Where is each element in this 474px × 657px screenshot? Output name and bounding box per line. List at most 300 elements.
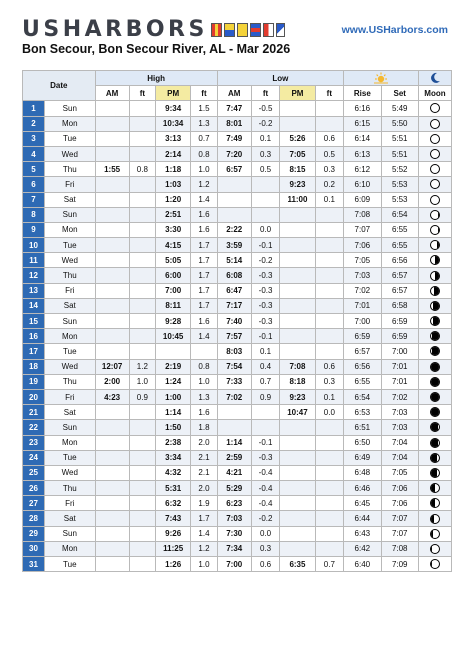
day-name: Tue xyxy=(44,131,95,146)
table-row xyxy=(23,526,452,541)
high-pm-time: 3:34 xyxy=(156,450,191,465)
table-row xyxy=(23,283,452,298)
header xyxy=(22,18,454,64)
low-pm-ft: 0.1 xyxy=(315,192,344,207)
sunset-time: 5:49 xyxy=(381,101,418,116)
high-pm-ft: 1.6 xyxy=(191,222,217,237)
low-pm-time xyxy=(280,329,315,344)
sunset-time: 5:52 xyxy=(381,162,418,177)
sunset-time: 6:55 xyxy=(381,238,418,253)
crescent-moon-icon xyxy=(429,72,441,84)
sunset-time: 6:59 xyxy=(381,329,418,344)
table-row xyxy=(23,207,452,222)
table-row xyxy=(23,253,452,268)
low-pm-time: 7:05 xyxy=(280,146,315,161)
moon-phase-icon xyxy=(430,240,440,250)
low-am-ft: -0.2 xyxy=(251,253,280,268)
table-row xyxy=(23,359,452,374)
high-pm-time: 2:14 xyxy=(156,146,191,161)
high-am-ft: 1.2 xyxy=(129,359,155,374)
sunrise-time: 6:48 xyxy=(344,465,381,480)
moon-phase-cell xyxy=(418,329,451,344)
low-am-time: 8:03 xyxy=(217,344,251,359)
low-am-ft: -0.4 xyxy=(251,496,280,511)
low-pm-ft xyxy=(315,314,344,329)
low-pm-ft: 0.6 xyxy=(315,359,344,374)
day-number: 12 xyxy=(23,268,45,283)
low-am-ft: 0.6 xyxy=(251,557,280,572)
high-pm-ft: 2.1 xyxy=(191,450,217,465)
sunset-time: 5:51 xyxy=(381,146,418,161)
high-am-ft xyxy=(129,116,155,131)
sunset-time: 5:51 xyxy=(381,131,418,146)
high-pm-ft: 0.7 xyxy=(191,131,217,146)
high-pm-time: 11:25 xyxy=(156,541,191,556)
low-pm-ft xyxy=(315,344,344,359)
moon-phase-icon xyxy=(430,392,440,402)
website-link[interactable]: www.USHarbors.com xyxy=(341,24,448,36)
low-pm-ft xyxy=(315,435,344,450)
low-pm-ft xyxy=(315,268,344,283)
moon-phase-icon xyxy=(430,559,440,569)
sunrise-time: 6:54 xyxy=(344,389,381,404)
sunset-time: 7:07 xyxy=(381,526,418,541)
day-number: 7 xyxy=(23,192,45,207)
moon-phase-cell xyxy=(418,374,451,389)
high-am-ft xyxy=(129,146,155,161)
low-pm-time xyxy=(280,207,315,222)
low-pm-time: 11:00 xyxy=(280,192,315,207)
day-name: Thu xyxy=(44,481,95,496)
day-name: Sun xyxy=(44,314,95,329)
high-pm-time: 5:05 xyxy=(156,253,191,268)
low-pm-time: 6:35 xyxy=(280,557,315,572)
high-am-time xyxy=(95,101,129,116)
day-name: Tue xyxy=(44,344,95,359)
sunset-time: 6:56 xyxy=(381,253,418,268)
day-number: 17 xyxy=(23,344,45,359)
low-pm-time: 8:15 xyxy=(280,162,315,177)
day-name: Mon xyxy=(44,541,95,556)
sunrise-time: 6:55 xyxy=(344,374,381,389)
moon-phase-cell xyxy=(418,253,451,268)
high-am-ft xyxy=(129,101,155,116)
table-row xyxy=(23,496,452,511)
table-row xyxy=(23,101,452,116)
sunset-time: 5:53 xyxy=(381,177,418,192)
low-am-time: 2:22 xyxy=(217,222,251,237)
moon-phase-icon xyxy=(430,149,440,159)
table-row xyxy=(23,146,452,161)
low-pm-time xyxy=(280,420,315,435)
high-pm-ft: 2.0 xyxy=(191,435,217,450)
high-am-ft xyxy=(129,420,155,435)
sunrise-time: 7:05 xyxy=(344,253,381,268)
moon-phase-icon xyxy=(430,362,440,372)
high-am-time: 4:23 xyxy=(95,389,129,404)
sunset-time: 6:57 xyxy=(381,268,418,283)
sunrise-time: 7:06 xyxy=(344,238,381,253)
sunset-time: 6:59 xyxy=(381,314,418,329)
low-pm-header: PM xyxy=(280,86,315,101)
high-am-ft xyxy=(129,207,155,222)
sunset-time: 6:57 xyxy=(381,283,418,298)
day-number: 31 xyxy=(23,557,45,572)
moon-phase-cell xyxy=(418,557,451,572)
low-pm-time xyxy=(280,450,315,465)
high-am-ft xyxy=(129,557,155,572)
sunrise-time: 6:51 xyxy=(344,420,381,435)
day-name: Sun xyxy=(44,207,95,222)
sunrise-time: 6:13 xyxy=(344,146,381,161)
high-am-time xyxy=(95,238,129,253)
high-am-ft xyxy=(129,222,155,237)
high-am-ft xyxy=(129,435,155,450)
day-name: Sat xyxy=(44,192,95,207)
sunset-time: 7:09 xyxy=(381,557,418,572)
high-pm-time: 1:20 xyxy=(156,192,191,207)
day-name: Fri xyxy=(44,283,95,298)
sunrise-time: 6:49 xyxy=(344,450,381,465)
high-am-ft xyxy=(129,541,155,556)
low-pm-ft: 0.5 xyxy=(315,146,344,161)
moon-phase-cell xyxy=(418,359,451,374)
low-am-ft: -0.1 xyxy=(251,435,280,450)
moon-phase-icon xyxy=(430,255,440,265)
day-number: 21 xyxy=(23,405,45,420)
moon-phase-cell xyxy=(418,101,451,116)
table-row xyxy=(23,344,452,359)
low-am-time: 7:40 xyxy=(217,314,251,329)
sun-header xyxy=(344,71,419,86)
moon-phase-icon xyxy=(430,225,440,235)
high-pm-time: 1:50 xyxy=(156,420,191,435)
high-pm-ft: 2.0 xyxy=(191,481,217,496)
sunrise-time: 6:53 xyxy=(344,405,381,420)
low-am-time: 7:03 xyxy=(217,511,251,526)
low-am-header: AM xyxy=(217,86,251,101)
high-am-time xyxy=(95,253,129,268)
signal-flags-icon xyxy=(211,23,285,37)
moon-phase-cell xyxy=(418,511,451,526)
moon-phase-cell xyxy=(418,389,451,404)
high-am-ft xyxy=(129,268,155,283)
day-number: 9 xyxy=(23,222,45,237)
high-pm-time: 7:43 xyxy=(156,511,191,526)
table-row xyxy=(23,131,452,146)
high-pm-ft: 1.3 xyxy=(191,389,217,404)
low-pm-time: 9:23 xyxy=(280,389,315,404)
moon-phase-cell xyxy=(418,146,451,161)
high-am-time xyxy=(95,465,129,480)
high-am-ft xyxy=(129,511,155,526)
day-name: Tue xyxy=(44,557,95,572)
low-am-ft: -0.3 xyxy=(251,450,280,465)
day-number: 25 xyxy=(23,465,45,480)
day-name: Fri xyxy=(44,389,95,404)
moon-phase-cell xyxy=(418,162,451,177)
high-am-time xyxy=(95,177,129,192)
moon-phase-icon xyxy=(430,331,440,341)
sunset-time: 7:04 xyxy=(381,450,418,465)
moon-phase-cell xyxy=(418,481,451,496)
table-row xyxy=(23,298,452,313)
moon-phase-cell xyxy=(418,314,451,329)
high-am-ft: 1.0 xyxy=(129,374,155,389)
low-pm-ft xyxy=(315,496,344,511)
low-am-time: 5:14 xyxy=(217,253,251,268)
low-pm-time xyxy=(280,238,315,253)
table-row xyxy=(23,222,452,237)
moon-phase-icon xyxy=(430,529,440,539)
low-am-ft: 0.5 xyxy=(251,162,280,177)
low-am-time: 7:54 xyxy=(217,359,251,374)
low-am-time: 7:57 xyxy=(217,329,251,344)
low-pm-time xyxy=(280,465,315,480)
high-pm-time: 5:31 xyxy=(156,481,191,496)
sunrise-time: 7:03 xyxy=(344,268,381,283)
high-am-ft xyxy=(129,329,155,344)
day-number: 23 xyxy=(23,435,45,450)
low-pm-ft xyxy=(315,283,344,298)
high-pm-ft: 1.7 xyxy=(191,283,217,298)
high-am-time xyxy=(95,116,129,131)
day-name: Wed xyxy=(44,146,95,161)
low-pm-ft: 0.0 xyxy=(315,405,344,420)
moon-phase-cell xyxy=(418,207,451,222)
low-pm-ft xyxy=(315,116,344,131)
low-am-time: 5:29 xyxy=(217,481,251,496)
sunrise-time: 6:46 xyxy=(344,481,381,496)
day-number: 10 xyxy=(23,238,45,253)
low-pm-time xyxy=(280,435,315,450)
brand-logo[interactable] xyxy=(22,18,285,42)
low-pm-time xyxy=(280,116,315,131)
high-pm-ft: 1.2 xyxy=(191,541,217,556)
sun-icon xyxy=(374,72,388,84)
day-number: 14 xyxy=(23,298,45,313)
low-am-ft-header: ft xyxy=(251,86,280,101)
sunset-time: 7:06 xyxy=(381,481,418,496)
low-pm-ft: 0.3 xyxy=(315,162,344,177)
moon-phase-cell xyxy=(418,526,451,541)
day-name: Tue xyxy=(44,450,95,465)
table-row xyxy=(23,481,452,496)
day-name: Mon xyxy=(44,116,95,131)
moon-phase-icon xyxy=(430,103,440,113)
moon-phase-cell xyxy=(418,465,451,480)
day-number: 26 xyxy=(23,481,45,496)
day-name: Sun xyxy=(44,526,95,541)
sunrise-time: 6:12 xyxy=(344,162,381,177)
high-am-time xyxy=(95,541,129,556)
high-pm-ft: 0.8 xyxy=(191,146,217,161)
sunset-time: 5:53 xyxy=(381,192,418,207)
high-pm-header: PM xyxy=(156,86,191,101)
sunrise-time: 6:56 xyxy=(344,359,381,374)
low-pm-time xyxy=(280,222,315,237)
moon-phase-icon xyxy=(430,468,440,478)
day-name: Fri xyxy=(44,177,95,192)
table-row xyxy=(23,268,452,283)
day-number: 18 xyxy=(23,359,45,374)
day-number: 16 xyxy=(23,329,45,344)
high-pm-ft: 1.0 xyxy=(191,374,217,389)
low-pm-ft: 0.7 xyxy=(315,557,344,572)
low-am-ft: 0.0 xyxy=(251,222,280,237)
high-am-ft xyxy=(129,177,155,192)
table-row xyxy=(23,116,452,131)
low-am-time: 7:20 xyxy=(217,146,251,161)
high-am-ft xyxy=(129,283,155,298)
low-am-ft: 0.1 xyxy=(251,344,280,359)
low-am-ft: -0.3 xyxy=(251,268,280,283)
day-number: 11 xyxy=(23,253,45,268)
moon-phase-icon xyxy=(430,453,440,463)
low-pm-time xyxy=(280,496,315,511)
low-pm-ft xyxy=(315,526,344,541)
sunrise-time: 6:16 xyxy=(344,101,381,116)
low-am-time: 7:33 xyxy=(217,374,251,389)
sunset-time: 7:04 xyxy=(381,435,418,450)
high-pm-ft: 1.6 xyxy=(191,405,217,420)
low-pm-ft: 0.1 xyxy=(315,389,344,404)
high-pm-ft xyxy=(191,344,217,359)
low-am-time: 7:34 xyxy=(217,541,251,556)
sunrise-time: 7:07 xyxy=(344,222,381,237)
sunset-time: 6:58 xyxy=(381,298,418,313)
low-am-ft: -0.1 xyxy=(251,329,280,344)
high-pm-ft: 2.1 xyxy=(191,465,217,480)
low-pm-time: 10:47 xyxy=(280,405,315,420)
moon-phase-icon xyxy=(430,195,440,205)
low-pm-ft xyxy=(315,541,344,556)
high-pm-ft: 1.2 xyxy=(191,177,217,192)
high-am-time xyxy=(95,496,129,511)
low-pm-ft xyxy=(315,420,344,435)
day-number: 22 xyxy=(23,420,45,435)
low-pm-time xyxy=(280,526,315,541)
low-am-ft: -0.4 xyxy=(251,481,280,496)
high-am-ft xyxy=(129,526,155,541)
day-number: 5 xyxy=(23,162,45,177)
sunset-time: 7:02 xyxy=(381,389,418,404)
low-am-time: 7:47 xyxy=(217,101,251,116)
low-pm-time xyxy=(280,511,315,526)
day-name: Sat xyxy=(44,405,95,420)
day-name: Wed xyxy=(44,465,95,480)
high-am-time xyxy=(95,420,129,435)
sunset-time: 6:54 xyxy=(381,207,418,222)
high-am-time xyxy=(95,268,129,283)
moon-phase-cell xyxy=(418,116,451,131)
high-am-time xyxy=(95,207,129,222)
low-pm-ft xyxy=(315,298,344,313)
sunset-time: 7:00 xyxy=(381,344,418,359)
high-am-time: 2:00 xyxy=(95,374,129,389)
day-name: Sat xyxy=(44,511,95,526)
high-am-time xyxy=(95,450,129,465)
sunset-time: 7:01 xyxy=(381,374,418,389)
table-row xyxy=(23,389,452,404)
sunrise-time: 6:14 xyxy=(344,131,381,146)
low-am-time: 1:14 xyxy=(217,435,251,450)
moon-phase-cell xyxy=(418,192,451,207)
low-am-ft: -0.5 xyxy=(251,101,280,116)
low-pm-ft xyxy=(315,511,344,526)
high-pm-ft: 1.4 xyxy=(191,329,217,344)
low-am-time: 7:02 xyxy=(217,389,251,404)
sunset-time: 7:05 xyxy=(381,465,418,480)
high-am-time xyxy=(95,526,129,541)
high-am-ft xyxy=(129,253,155,268)
day-number: 8 xyxy=(23,207,45,222)
high-pm-time: 3:13 xyxy=(156,131,191,146)
table-row xyxy=(23,374,452,389)
low-pm-time: 5:26 xyxy=(280,131,315,146)
high-pm-ft: 1.6 xyxy=(191,207,217,222)
low-pm-ft-header: ft xyxy=(315,86,344,101)
low-am-ft: -0.2 xyxy=(251,116,280,131)
sunrise-time: 7:01 xyxy=(344,298,381,313)
high-pm-time: 1:26 xyxy=(156,557,191,572)
high-pm-time: 3:30 xyxy=(156,222,191,237)
high-am-ft-header: ft xyxy=(129,86,155,101)
high-pm-time: 1:14 xyxy=(156,405,191,420)
date-header: Date xyxy=(23,71,96,101)
low-am-time: 2:59 xyxy=(217,450,251,465)
low-pm-ft xyxy=(315,450,344,465)
low-am-time xyxy=(217,405,251,420)
page-title: Bon Secour, Bon Secour River, AL - Mar 2026 xyxy=(22,42,291,56)
moon-phase-icon xyxy=(430,210,440,220)
day-number: 19 xyxy=(23,374,45,389)
low-am-time xyxy=(217,192,251,207)
low-am-ft: 0.3 xyxy=(251,146,280,161)
low-pm-ft xyxy=(315,238,344,253)
high-pm-time: 6:32 xyxy=(156,496,191,511)
low-pm-ft xyxy=(315,101,344,116)
sunset-time: 7:01 xyxy=(381,359,418,374)
low-am-ft: 0.4 xyxy=(251,359,280,374)
low-am-ft xyxy=(251,192,280,207)
day-name: Sun xyxy=(44,101,95,116)
high-pm-ft: 1.9 xyxy=(191,496,217,511)
sunrise-time: 7:00 xyxy=(344,314,381,329)
moon-phase-icon xyxy=(430,377,440,387)
high-pm-time: 9:28 xyxy=(156,314,191,329)
day-number: 28 xyxy=(23,511,45,526)
low-am-time xyxy=(217,420,251,435)
day-name: Wed xyxy=(44,253,95,268)
high-am-time: 12:07 xyxy=(95,359,129,374)
low-pm-time xyxy=(280,314,315,329)
moon-phase-icon xyxy=(430,164,440,174)
low-am-ft: -0.4 xyxy=(251,465,280,480)
sunset-time: 7:08 xyxy=(381,541,418,556)
moon-phase-cell xyxy=(418,541,451,556)
day-name: Mon xyxy=(44,329,95,344)
low-pm-time xyxy=(280,344,315,359)
day-name: Thu xyxy=(44,374,95,389)
high-pm-ft: 1.4 xyxy=(191,526,217,541)
high-pm-time: 10:34 xyxy=(156,116,191,131)
high-pm-ft: 1.0 xyxy=(191,162,217,177)
moon-phase-cell xyxy=(418,496,451,511)
day-name: Thu xyxy=(44,268,95,283)
sunrise-time: 6:57 xyxy=(344,344,381,359)
tide-rows xyxy=(23,101,452,572)
